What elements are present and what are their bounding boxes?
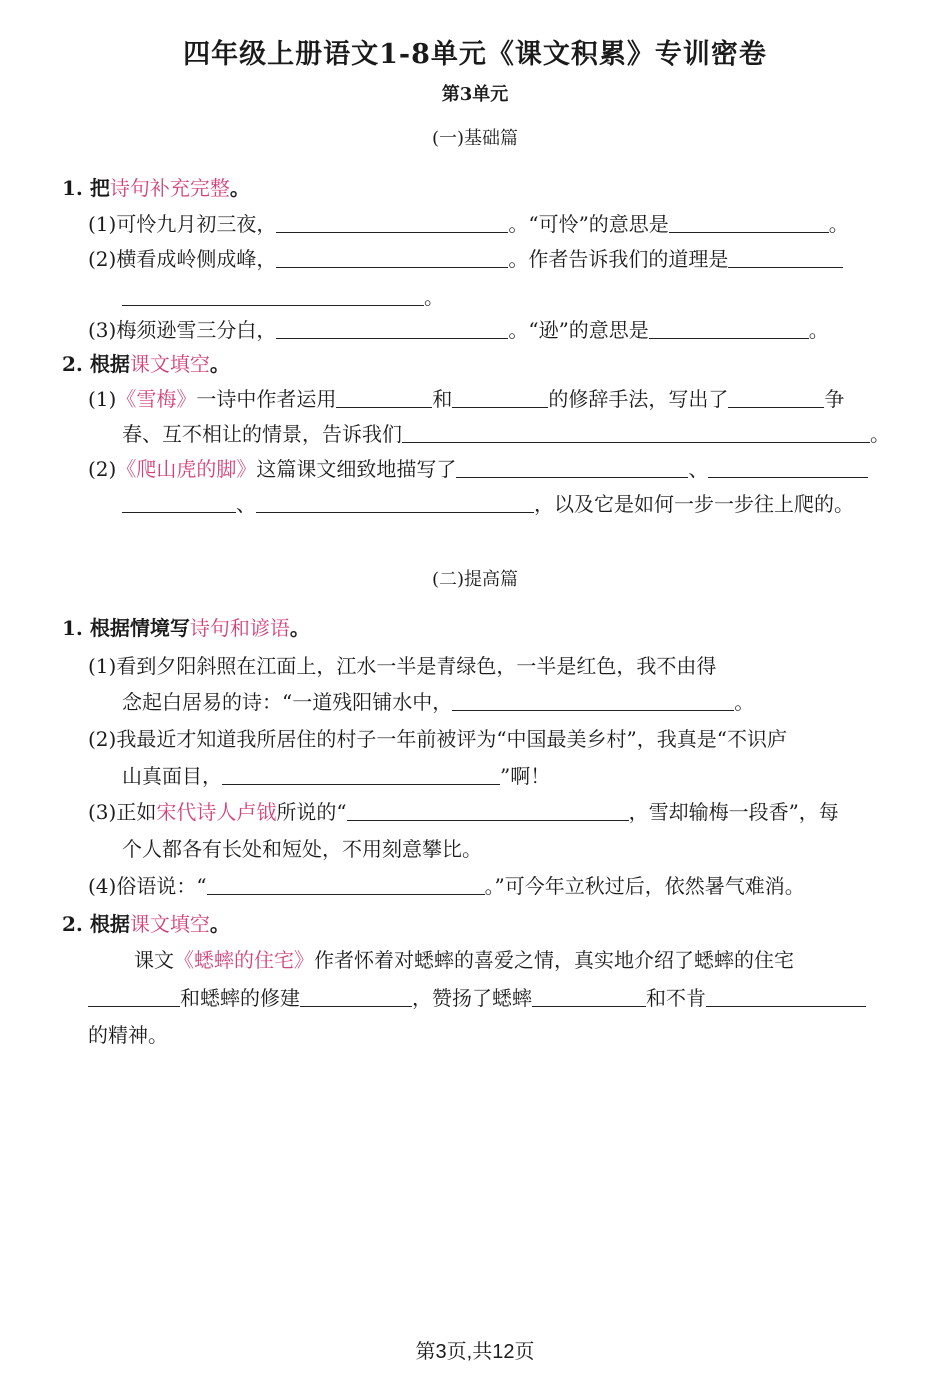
- question-number: 2.: [62, 352, 83, 376]
- item-s2-2-cont: [122, 762, 550, 790]
- item-text: (1): [88, 387, 117, 411]
- answer-blank[interactable]: [256, 490, 534, 513]
- question-number: 1.: [62, 616, 83, 640]
- item-text: ，雪却输梅一段香”，每: [628, 800, 839, 824]
- answer-blank[interactable]: [276, 210, 508, 233]
- highlight-text: 《蟋蟀的住宅》: [174, 948, 314, 972]
- item-2-1-cont: [122, 420, 890, 448]
- item-text: 。”可今年立秋过后，依然暑气难消。: [484, 874, 805, 898]
- item-text: 课文: [134, 948, 174, 972]
- question-2-heading: [62, 910, 230, 938]
- question-2-heading: [62, 350, 230, 378]
- answer-blank[interactable]: [456, 455, 688, 478]
- answer-blank[interactable]: [207, 872, 485, 895]
- item-text: ”啊！: [500, 764, 551, 788]
- paragraph-line-2: [88, 984, 866, 1012]
- item-text: (2)横看成岭侧成峰，: [88, 247, 277, 271]
- answer-blank[interactable]: [452, 688, 734, 711]
- item-text: (2)我最近才知道我所居住的村子一年前被评为“中国最美乡村”，我真是“不识庐: [88, 727, 788, 751]
- item-1-2-cont: [122, 283, 444, 311]
- highlight-text: 课文填空: [129, 912, 210, 936]
- answer-blank[interactable]: [708, 455, 868, 478]
- highlight-text: 诗句和谚语: [189, 616, 290, 640]
- item-text: 。: [828, 212, 849, 236]
- page-number: 第3页,共12页: [415, 1341, 535, 1363]
- answer-blank[interactable]: [222, 762, 500, 785]
- answer-blank[interactable]: [532, 984, 646, 1007]
- item-text: 和不肯: [646, 986, 706, 1010]
- item-1-2: [88, 245, 843, 273]
- item-text: 和蟋蟀的修建: [180, 986, 300, 1010]
- question-text: 。: [209, 352, 230, 376]
- answer-blank[interactable]: [728, 385, 824, 408]
- item-text: 的修辞手法，写出了: [548, 387, 729, 411]
- item-text: (1)看到夕阳斜照在江面上，江水一半是青绿色，一半是红色，我不由得: [88, 654, 717, 678]
- item-1-1: [88, 210, 849, 238]
- highlight-text: 诗句补充完整: [109, 176, 230, 200]
- answer-blank[interactable]: [122, 490, 236, 513]
- item-s2-1-cont: [122, 688, 754, 716]
- item-s2-3: [88, 798, 839, 826]
- question-text: 。: [209, 912, 230, 936]
- highlight-text: 《爬山虎的脚》: [116, 457, 257, 481]
- paragraph-line-1: [134, 946, 794, 974]
- item-text: 、: [688, 457, 709, 481]
- item-text: (4)俗语说：“: [88, 874, 207, 898]
- item-text: 念起白居易的诗：“一道残阳铺水中，: [122, 690, 453, 714]
- answer-blank[interactable]: [706, 984, 866, 1007]
- answer-blank[interactable]: [452, 385, 548, 408]
- item-text: 和: [432, 387, 453, 411]
- item-text: 争: [824, 387, 845, 411]
- item-text: 作者怀着对蟋蟀的喜爱之情，真实地介绍了蟋蟀的住宅: [314, 948, 794, 972]
- item-text: 这篇课文细致地描写了: [256, 457, 457, 481]
- item-text: 。“可怜”的意思是: [508, 212, 669, 236]
- item-text: (1)可怜九月初三夜，: [88, 212, 277, 236]
- question-text: 。: [229, 176, 250, 200]
- item-text: 。: [870, 422, 890, 446]
- item-1-3: [88, 316, 829, 344]
- item-text: ，赞扬了蟋蟀: [412, 986, 532, 1010]
- question-number: 1.: [62, 176, 83, 200]
- item-text: 。“逊”的意思是: [508, 318, 649, 342]
- answer-blank[interactable]: [122, 283, 424, 306]
- section-heading-basic: (一)基础篇: [431, 128, 519, 149]
- question-text: 把: [89, 176, 110, 200]
- item-text: 的精神。: [88, 1023, 168, 1047]
- item-text: 。: [808, 318, 829, 342]
- question-text: 根据: [89, 912, 130, 936]
- item-text: (2): [88, 457, 117, 481]
- item-s2-1: [88, 652, 716, 680]
- answer-blank[interactable]: [402, 420, 870, 443]
- question-1-heading: [62, 174, 250, 202]
- item-text: (3)梅须逊雪三分白，: [88, 318, 277, 342]
- item-text: 春、互不相让的情景，告诉我们: [122, 422, 402, 446]
- answer-blank[interactable]: [300, 984, 412, 1007]
- item-text: 所说的“: [276, 800, 347, 824]
- item-text: 山真面目，: [122, 764, 222, 788]
- item-text: 一诗中作者运用: [196, 387, 337, 411]
- question-text: 根据: [89, 352, 130, 376]
- item-s2-4: [88, 872, 805, 900]
- item-2-2-cont: [122, 490, 854, 518]
- item-text: ，以及它是如何一步一步往上爬的。: [534, 492, 854, 516]
- item-text: 、: [236, 492, 256, 516]
- item-s2-3-cont: [122, 835, 482, 863]
- highlight-text: 课文填空: [129, 352, 210, 376]
- paragraph-line-3: [88, 1021, 168, 1049]
- highlight-text: 宋代诗人卢钺: [156, 800, 277, 824]
- item-text: 个人都各有长处和短处，不用刻意攀比。: [122, 837, 482, 861]
- item-s2-2: [88, 725, 787, 753]
- section-heading-advanced: (二)提高篇: [431, 569, 519, 590]
- question-text: 根据情境写: [89, 616, 190, 640]
- item-text: 。作者告诉我们的道理是: [508, 247, 729, 271]
- item-text: 。: [734, 690, 755, 714]
- highlight-text: 《雪梅》: [116, 387, 197, 411]
- answer-blank[interactable]: [276, 316, 508, 339]
- answer-blank[interactable]: [728, 245, 843, 268]
- item-2-2: [88, 455, 868, 483]
- page-title: 四年级上册语文1-8单元《课文积累》专训密卷: [183, 39, 767, 70]
- answer-blank[interactable]: [276, 245, 508, 268]
- answer-blank[interactable]: [669, 210, 829, 233]
- item-text: (3)正如: [88, 800, 157, 824]
- question-text: 。: [289, 616, 310, 640]
- answer-blank[interactable]: [88, 984, 180, 1007]
- item-text: 。: [424, 285, 444, 309]
- question-number: 2.: [62, 912, 83, 936]
- question-1-heading: [62, 614, 310, 642]
- unit-label: 第3单元: [441, 84, 509, 105]
- answer-blank[interactable]: [649, 316, 809, 339]
- answer-blank[interactable]: [336, 385, 432, 408]
- item-2-1: [88, 385, 844, 413]
- answer-blank[interactable]: [347, 798, 629, 821]
